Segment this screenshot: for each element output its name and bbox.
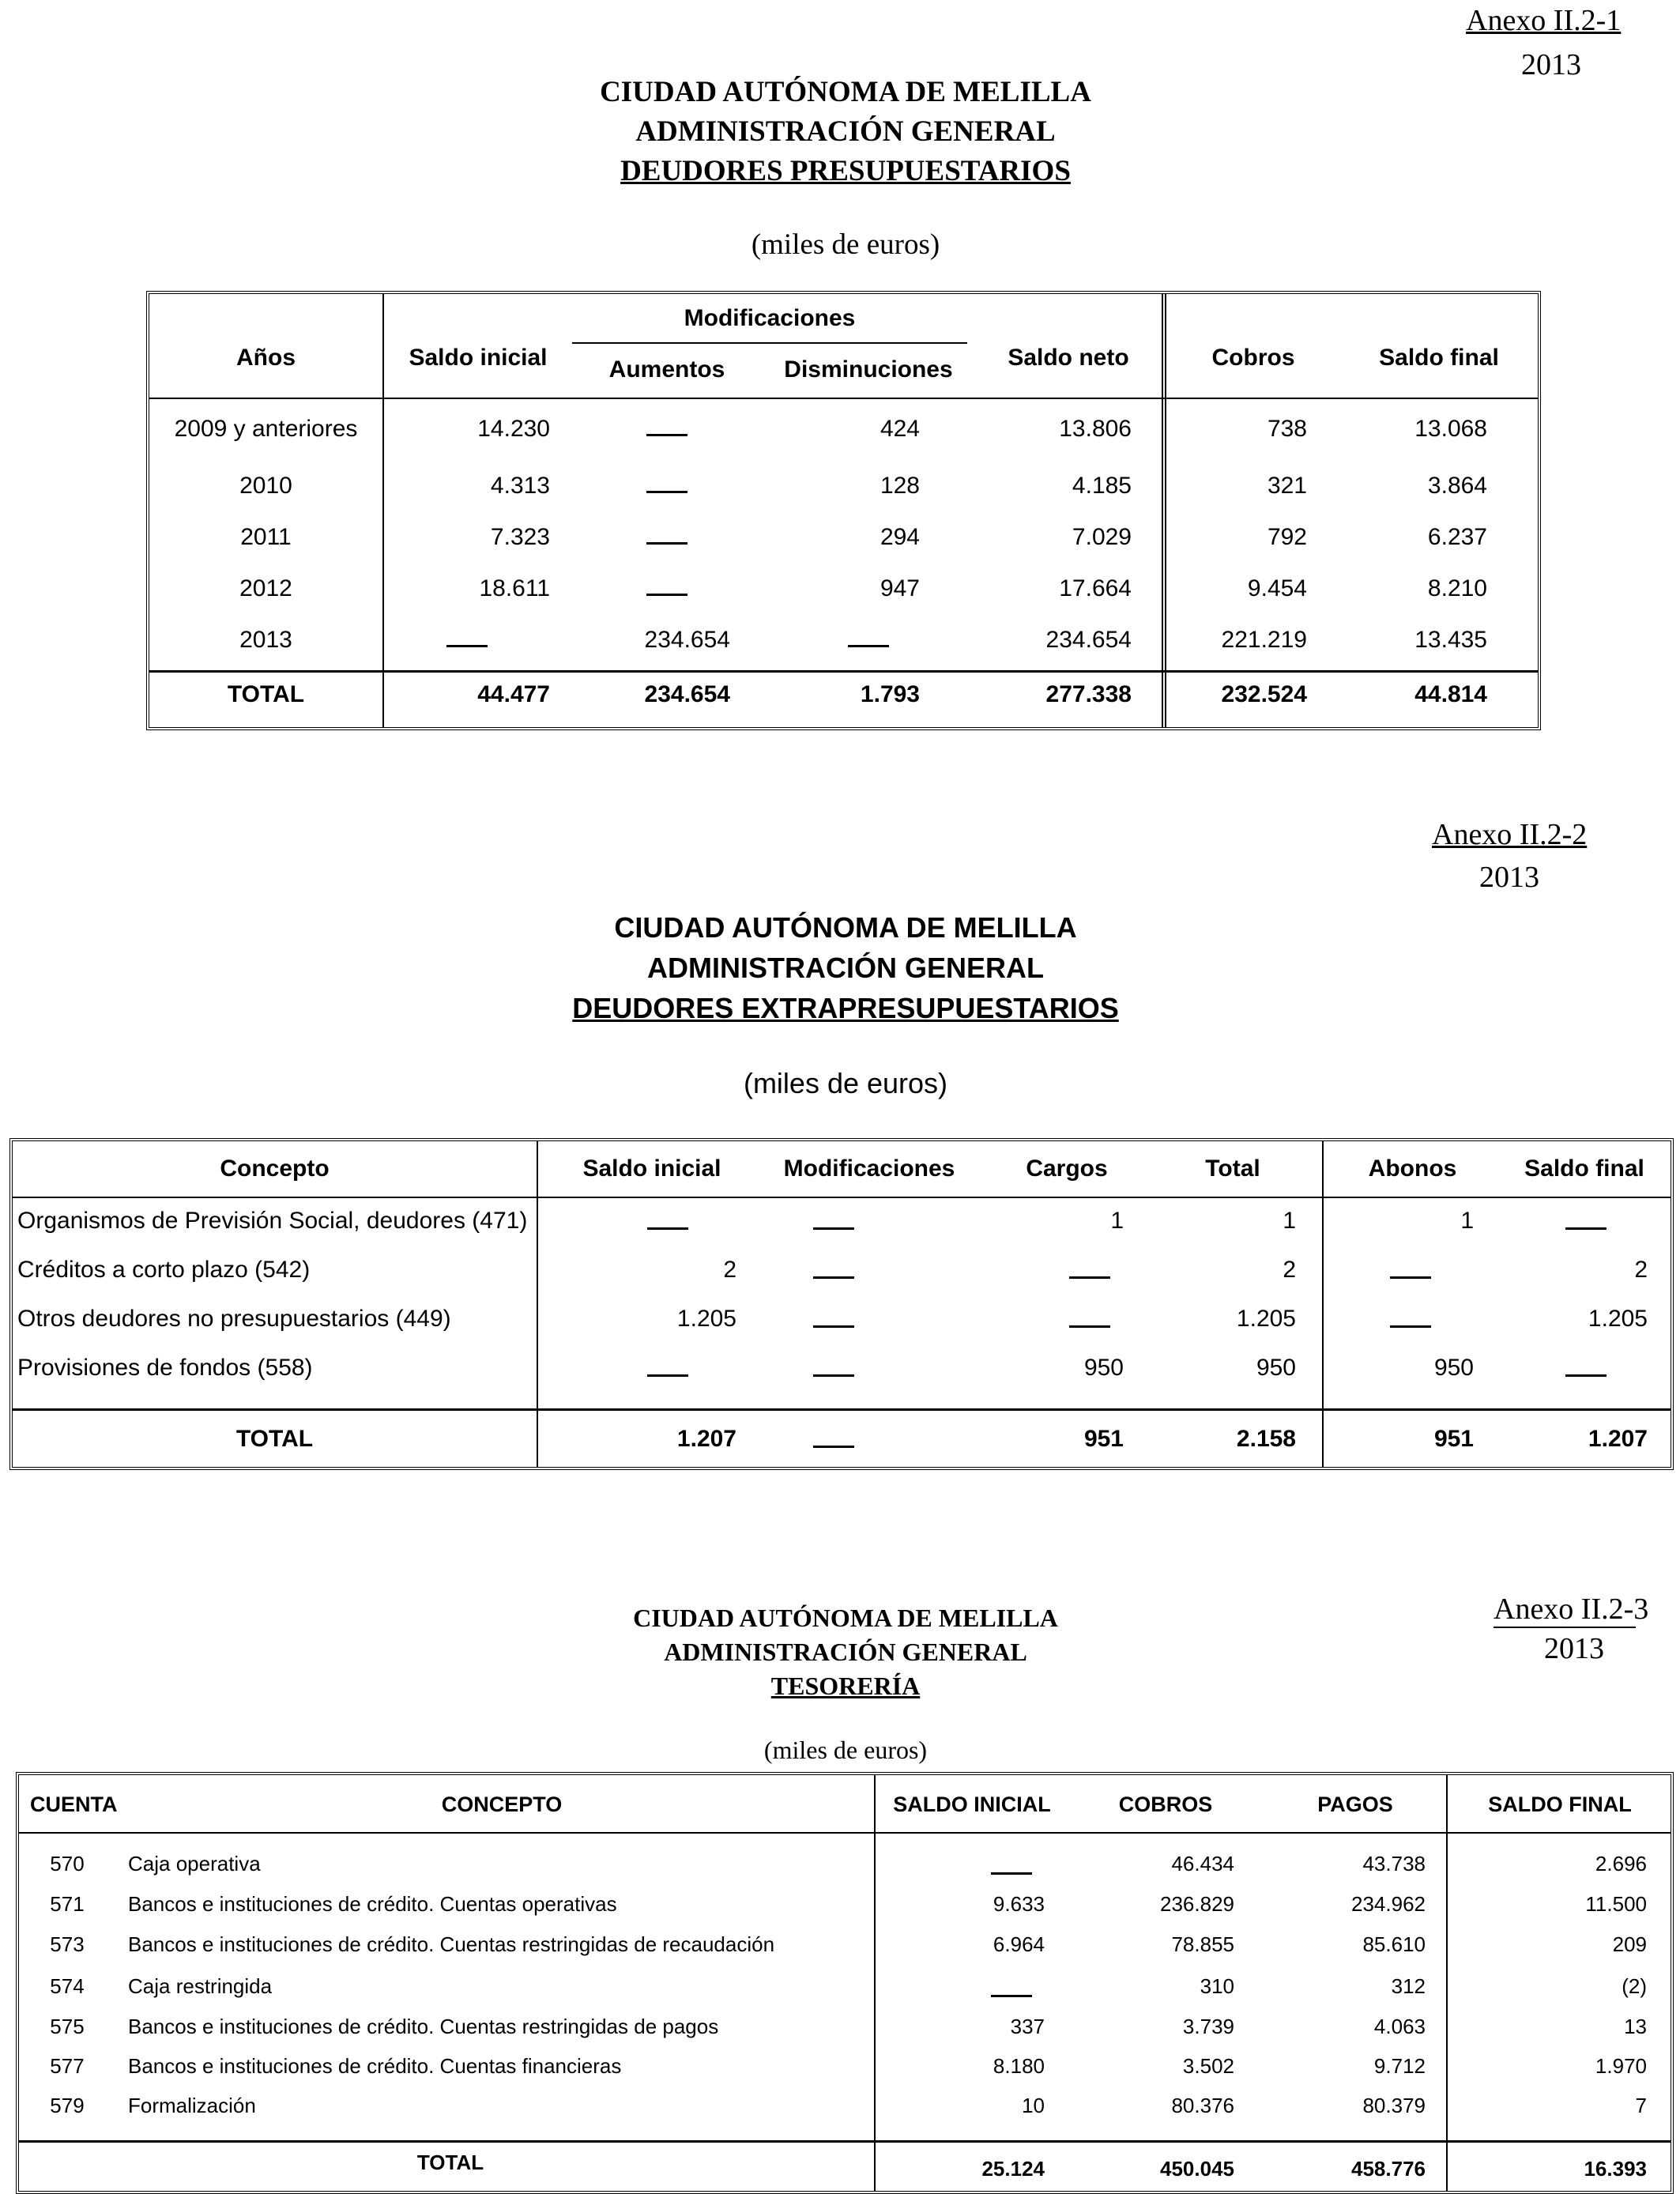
annex2-cell-abonos: 1 bbox=[1460, 1208, 1474, 1234]
annex1-cell-cobros: 321 bbox=[1267, 473, 1307, 499]
annex2-year: 2013 bbox=[1479, 861, 1539, 894]
annex3-cell-saldo_inicial: 8.180 bbox=[993, 2054, 1045, 2078]
annex3-cell-pagos: 80.379 bbox=[1362, 2094, 1426, 2117]
annex3-cell-cobros: 46.434 bbox=[1171, 1852, 1234, 1875]
annex1-total-aumentos: 234.654 bbox=[644, 681, 730, 707]
empty-dash bbox=[991, 1872, 1032, 1875]
annex3-cell-concepto: Bancos e instituciones de crédito. Cuentas operativas bbox=[128, 1892, 617, 1916]
annex2-cell-modificaciones bbox=[790, 1361, 877, 1388]
annex3-cell-saldo_final: 1.970 bbox=[1595, 2054, 1647, 2078]
annex1-cell-aumentos bbox=[572, 420, 762, 447]
annex3-cell-cobros: 3.739 bbox=[1182, 2015, 1234, 2038]
annex1-year: 2013 bbox=[1521, 48, 1581, 81]
annex2-cell-abonos bbox=[1367, 1263, 1454, 1290]
annex1-cell-ano: 2013 bbox=[239, 627, 292, 653]
annex3-cell-concepto: Bancos e instituciones de crédito. Cuentas financieras bbox=[128, 2054, 622, 2078]
annex2-label: Anexo II.2-2 bbox=[1432, 818, 1588, 851]
annex2-header-total: Total bbox=[1205, 1155, 1260, 1182]
annex1-cell-saldo_neto: 7.029 bbox=[1072, 524, 1132, 550]
annex1-cell-saldo_neto: 4.185 bbox=[1072, 473, 1132, 499]
annex1-cell-saldo_final: 6.237 bbox=[1427, 524, 1487, 550]
annex2-cell-cargos bbox=[1046, 1312, 1133, 1339]
annex3-cell-pagos: 85.610 bbox=[1362, 1932, 1426, 1956]
annex1-total-disminuciones: 1.793 bbox=[860, 681, 920, 707]
annex3-cell-pagos: 4.063 bbox=[1373, 2015, 1426, 2038]
annex3-header-saldo-inicial: SALDO INICIAL bbox=[893, 1793, 1051, 1816]
empty-dash bbox=[813, 1227, 854, 1230]
annex2-total-saldo_final: 1.207 bbox=[1588, 1426, 1648, 1452]
annex1-cell-disminuciones: 128 bbox=[880, 473, 920, 499]
empty-dash bbox=[446, 645, 488, 647]
empty-dash bbox=[813, 1446, 854, 1448]
annex1-cell-cobros: 792 bbox=[1267, 524, 1307, 550]
annex1-header-line bbox=[149, 398, 1538, 399]
annex3-header-pagos: PAGOS bbox=[1317, 1793, 1393, 1816]
annex2-header-line bbox=[13, 1197, 1671, 1198]
annex1-cell-aumentos: 234.654 bbox=[644, 627, 730, 653]
annex2-cell-abonos bbox=[1367, 1312, 1454, 1339]
annex1-cell-saldo_inicial: 4.313 bbox=[490, 473, 550, 499]
annex2-total-abonos: 951 bbox=[1433, 1426, 1474, 1452]
annex3-cell-saldo_final: (2) bbox=[1622, 1974, 1647, 1998]
annex1-title-line1: CIUDAD AUTÓNOMA DE MELILLA bbox=[600, 76, 1091, 108]
annex3-year: 2013 bbox=[1544, 1632, 1604, 1665]
empty-dash bbox=[646, 434, 687, 436]
annex2-cell-cargos: 950 bbox=[1083, 1355, 1124, 1381]
annex3-total-saldo_final: 16.393 bbox=[1584, 2157, 1647, 2181]
annex1-cell-saldo_final: 3.864 bbox=[1427, 473, 1487, 499]
annex1-cell-ano: 2012 bbox=[239, 575, 292, 601]
empty-dash bbox=[646, 542, 687, 545]
empty-dash bbox=[1390, 1325, 1431, 1328]
annex3-title-line2: ADMINISTRACIÓN GENERAL bbox=[664, 1638, 1027, 1666]
annex2-header-modificaciones: Modificaciones bbox=[783, 1155, 955, 1182]
annex2-cell-saldo_final: 1.205 bbox=[1588, 1306, 1648, 1332]
annex3-cell-saldo_inicial bbox=[972, 1860, 1051, 1884]
annex2-cell-concepto: Créditos a corto plazo (542) bbox=[17, 1257, 311, 1283]
annex3-cell-cobros: 236.829 bbox=[1160, 1892, 1234, 1916]
annex1-header-saldo-neto: Saldo neto bbox=[1008, 345, 1129, 371]
annex2-cell-concepto: Organismos de Previsión Social, deudores (471) bbox=[17, 1208, 528, 1234]
annex3-header-cobros: COBROS bbox=[1118, 1793, 1213, 1816]
annex1-cell-ano: 2009 y anteriores bbox=[174, 416, 358, 442]
annex3-cell-saldo_final: 13 bbox=[1624, 2015, 1647, 2038]
annex3-units: (miles de euros) bbox=[763, 1736, 928, 1764]
empty-dash bbox=[1069, 1325, 1110, 1328]
annex3-total-label: TOTAL bbox=[416, 2151, 484, 2174]
annex1-cell-disminuciones: 947 bbox=[880, 575, 920, 601]
annex1-cell-aumentos bbox=[572, 529, 762, 556]
annex3-cell-concepto: Bancos e instituciones de crédito. Cuentas restringidas de recaudación bbox=[128, 1932, 775, 1956]
annex1-title-line2: ADMINISTRACIÓN GENERAL bbox=[635, 115, 1056, 148]
annex1-cell-disminuciones bbox=[762, 631, 975, 658]
annex3-cell-cobros: 80.376 bbox=[1171, 2094, 1234, 2117]
annex2-title bbox=[443, 907, 1249, 1028]
annex1-total-cobros: 232.524 bbox=[1221, 681, 1307, 707]
annex1-cell-cobros: 9.454 bbox=[1247, 575, 1307, 601]
annex3-cell-saldo_final: 11.500 bbox=[1585, 1892, 1647, 1916]
annex2-title-line2: ADMINISTRACIÓN GENERAL bbox=[647, 952, 1044, 984]
annex1-header-anos: Años bbox=[236, 345, 296, 371]
annex1-cell-saldo_inicial bbox=[384, 631, 550, 658]
annex1-title-line3: DEUDORES PRESUPUESTARIOS bbox=[620, 155, 1071, 187]
annex2-total-saldo_inicial: 1.207 bbox=[676, 1426, 736, 1452]
annex3-header-cuenta: CUENTA bbox=[30, 1793, 118, 1816]
annex1-total-saldo_neto: 277.338 bbox=[1045, 681, 1132, 707]
annex1-cell-aumentos bbox=[572, 580, 762, 607]
annex3-cell-saldo_inicial: 337 bbox=[1010, 2015, 1045, 2038]
annex2-table-frame bbox=[9, 1138, 1674, 1470]
annex2-header-abonos: Abonos bbox=[1368, 1155, 1457, 1182]
annex2-cell-saldo_final bbox=[1543, 1361, 1629, 1388]
annex1-title bbox=[443, 73, 1249, 191]
empty-dash bbox=[1069, 1276, 1110, 1279]
annex3-cell-saldo_inicial: 10 bbox=[1022, 2094, 1045, 2117]
annex3-label: Anexo II.2-3 bbox=[1494, 1592, 1648, 1627]
annex2-total-line bbox=[13, 1408, 1671, 1411]
annex1-header-disminuciones: Disminuciones bbox=[784, 356, 953, 383]
annex3-cell-saldo_inicial bbox=[972, 1982, 1051, 2007]
annex3-total-line bbox=[19, 2140, 1671, 2143]
annex1-header-saldo-final: Saldo final bbox=[1379, 345, 1499, 371]
annex2-total-label: TOTAL bbox=[235, 1426, 314, 1452]
annex1-cell-saldo_inicial: 18.611 bbox=[479, 575, 550, 601]
annex3-cell-cuenta: 575 bbox=[50, 2015, 85, 2038]
annex3-header-concepto: CONCEPTO bbox=[441, 1793, 563, 1816]
annex3-col-line bbox=[874, 1775, 876, 2191]
empty-dash bbox=[646, 594, 687, 596]
annex2-total-modificaciones bbox=[790, 1432, 877, 1459]
annex2-cell-modificaciones bbox=[790, 1312, 877, 1339]
annex2-cell-total: 1 bbox=[1283, 1208, 1296, 1234]
annex3-label-underline bbox=[1494, 1627, 1636, 1628]
annex2-header-concepto: Concepto bbox=[220, 1155, 330, 1182]
annex1-label: Anexo II.2-1 bbox=[1466, 4, 1622, 37]
annex1-cell-saldo_final: 8.210 bbox=[1427, 575, 1487, 601]
annex2-cell-total: 2 bbox=[1283, 1257, 1296, 1283]
annex2-divider bbox=[1322, 1141, 1324, 1467]
empty-dash bbox=[647, 1374, 688, 1377]
annex1-total-label: TOTAL bbox=[227, 681, 305, 707]
annex3-cell-saldo_final: 209 bbox=[1612, 1932, 1647, 1956]
annex1-cell-cobros: 738 bbox=[1267, 416, 1307, 442]
annex2-cell-cargos: 1 bbox=[1110, 1208, 1124, 1234]
annex1-cell-saldo_inicial: 7.323 bbox=[490, 524, 550, 550]
annex1-cell-disminuciones: 294 bbox=[880, 524, 920, 550]
annex1-cell-saldo_final: 13.435 bbox=[1414, 627, 1487, 653]
annex3-cell-cuenta: 573 bbox=[50, 1932, 85, 1956]
annex2-cell-saldo_inicial bbox=[624, 1214, 711, 1241]
annex1-cell-cobros: 221.219 bbox=[1221, 627, 1307, 653]
annex2-cell-concepto: Otros deudores no presupuestarios (449) bbox=[17, 1306, 451, 1332]
annex3-divider bbox=[1446, 1775, 1448, 2191]
annex3-cell-pagos: 9.712 bbox=[1373, 2054, 1426, 2078]
annex1-cell-aumentos bbox=[572, 477, 762, 504]
annex1-mod-line bbox=[572, 342, 967, 344]
annex3-cell-concepto: Bancos e instituciones de crédito. Cuentas restringidas de pagos bbox=[128, 2015, 719, 2038]
annex2-cell-cargos bbox=[1046, 1263, 1133, 1290]
annex1-total-saldo_final: 44.814 bbox=[1414, 681, 1487, 707]
empty-dash bbox=[848, 645, 889, 647]
annex3-cell-cuenta: 570 bbox=[50, 1852, 85, 1875]
annex3-cell-cobros: 310 bbox=[1200, 1974, 1234, 1998]
annex2-total-total: 2.158 bbox=[1236, 1426, 1296, 1452]
annex2-cell-abonos: 950 bbox=[1433, 1355, 1474, 1381]
annex1-cell-saldo_final: 13.068 bbox=[1414, 416, 1487, 442]
annex1-header-modificaciones: Modificaciones bbox=[684, 305, 856, 331]
empty-dash bbox=[647, 1227, 688, 1230]
annex2-cell-total: 950 bbox=[1256, 1355, 1296, 1381]
annex1-cell-ano: 2010 bbox=[239, 473, 292, 499]
annex3-cell-saldo_final: 2.696 bbox=[1595, 1852, 1647, 1875]
annex1-cell-ano: 2011 bbox=[240, 524, 292, 550]
annex3-cell-saldo_inicial: 6.964 bbox=[993, 1932, 1045, 1956]
annex2-header-saldo-final: Saldo final bbox=[1524, 1155, 1644, 1182]
empty-dash bbox=[813, 1374, 854, 1377]
annex3-cell-concepto: Caja restringida bbox=[128, 1974, 273, 1998]
annex2-cell-total: 1.205 bbox=[1236, 1306, 1296, 1332]
annex3-cell-cobros: 3.502 bbox=[1182, 2054, 1234, 2078]
annex2-total-cargos: 951 bbox=[1083, 1426, 1124, 1452]
annex2-cell-saldo_inicial bbox=[624, 1361, 711, 1388]
annex2-cell-saldo_final: 2 bbox=[1634, 1257, 1648, 1283]
annex3-cell-cobros: 78.855 bbox=[1171, 1932, 1234, 1956]
annex3-cell-saldo_final: 7 bbox=[1635, 2094, 1647, 2117]
annex2-cell-modificaciones bbox=[790, 1214, 877, 1241]
annex2-header-cargos: Cargos bbox=[1026, 1155, 1108, 1182]
annex3-cell-cuenta: 577 bbox=[50, 2054, 85, 2078]
annex3-cell-pagos: 234.962 bbox=[1351, 1892, 1426, 1916]
empty-dash bbox=[646, 491, 687, 493]
annex3-cell-concepto: Caja operativa bbox=[128, 1852, 261, 1875]
annex1-total-line bbox=[149, 670, 1538, 673]
annex3-cell-concepto: Formalización bbox=[128, 2094, 256, 2117]
empty-dash bbox=[813, 1325, 854, 1328]
annex3-cell-cuenta: 574 bbox=[50, 1974, 85, 1998]
annex1-units: (miles de euros) bbox=[751, 228, 940, 261]
annex1-cell-saldo_neto: 17.664 bbox=[1059, 575, 1132, 601]
annex2-header-saldo-inicial: Saldo inicial bbox=[582, 1155, 721, 1182]
annex3-cell-pagos: 312 bbox=[1391, 1974, 1426, 1998]
annex3-cell-pagos: 43.738 bbox=[1362, 1852, 1426, 1875]
annex2-cell-saldo_final bbox=[1543, 1214, 1629, 1241]
annex3-total-cobros: 450.045 bbox=[1160, 2157, 1234, 2181]
annex3-title-line3: TESORERÍA bbox=[770, 1672, 921, 1700]
annex1-total-saldo_inicial: 44.477 bbox=[477, 681, 550, 707]
annex1-header-cobros: Cobros bbox=[1211, 345, 1295, 371]
annex1-header-aumentos: Aumentos bbox=[608, 356, 725, 383]
annex3-total-saldo_inicial: 25.124 bbox=[981, 2157, 1045, 2181]
annex3-cell-saldo_inicial: 9.633 bbox=[993, 1892, 1045, 1916]
empty-dash bbox=[1565, 1374, 1607, 1377]
empty-dash bbox=[991, 1995, 1032, 1997]
annex3-cell-cuenta: 579 bbox=[50, 2094, 85, 2117]
annex2-cell-saldo_inicial: 2 bbox=[723, 1257, 736, 1283]
empty-dash bbox=[1565, 1227, 1607, 1230]
annex2-cell-concepto: Provisiones de fondos (558) bbox=[17, 1355, 313, 1381]
annex1-header-saldo-inicial: Saldo inicial bbox=[409, 345, 548, 371]
annex1-cell-disminuciones: 424 bbox=[880, 416, 920, 442]
annex2-cell-modificaciones bbox=[790, 1263, 877, 1290]
annex1-cell-saldo_neto: 234.654 bbox=[1045, 627, 1132, 653]
empty-dash bbox=[1390, 1276, 1431, 1279]
annex3-cell-cuenta: 571 bbox=[50, 1892, 85, 1916]
annex2-units: (miles de euros) bbox=[743, 1067, 948, 1099]
annex3-title-line1: CIUDAD AUTÓNOMA DE MELILLA bbox=[633, 1604, 1058, 1632]
annex3-total-pagos: 458.776 bbox=[1351, 2157, 1426, 2181]
annex1-cell-saldo_inicial: 14.230 bbox=[477, 416, 550, 442]
annex2-cell-saldo_inicial: 1.205 bbox=[676, 1306, 736, 1332]
annex3-title bbox=[466, 1601, 1225, 1703]
annex1-cell-saldo_neto: 13.806 bbox=[1059, 416, 1132, 442]
annex2-title-line1: CIUDAD AUTÓNOMA DE MELILLA bbox=[614, 911, 1077, 944]
annex3-header-line bbox=[19, 1832, 1671, 1834]
empty-dash bbox=[813, 1276, 854, 1279]
annex2-col-line bbox=[537, 1141, 538, 1467]
annex2-title-line3: DEUDORES EXTRAPRESUPUESTARIOS bbox=[572, 992, 1119, 1024]
annex3-header-saldo-final: SALDO FINAL bbox=[1488, 1793, 1632, 1816]
